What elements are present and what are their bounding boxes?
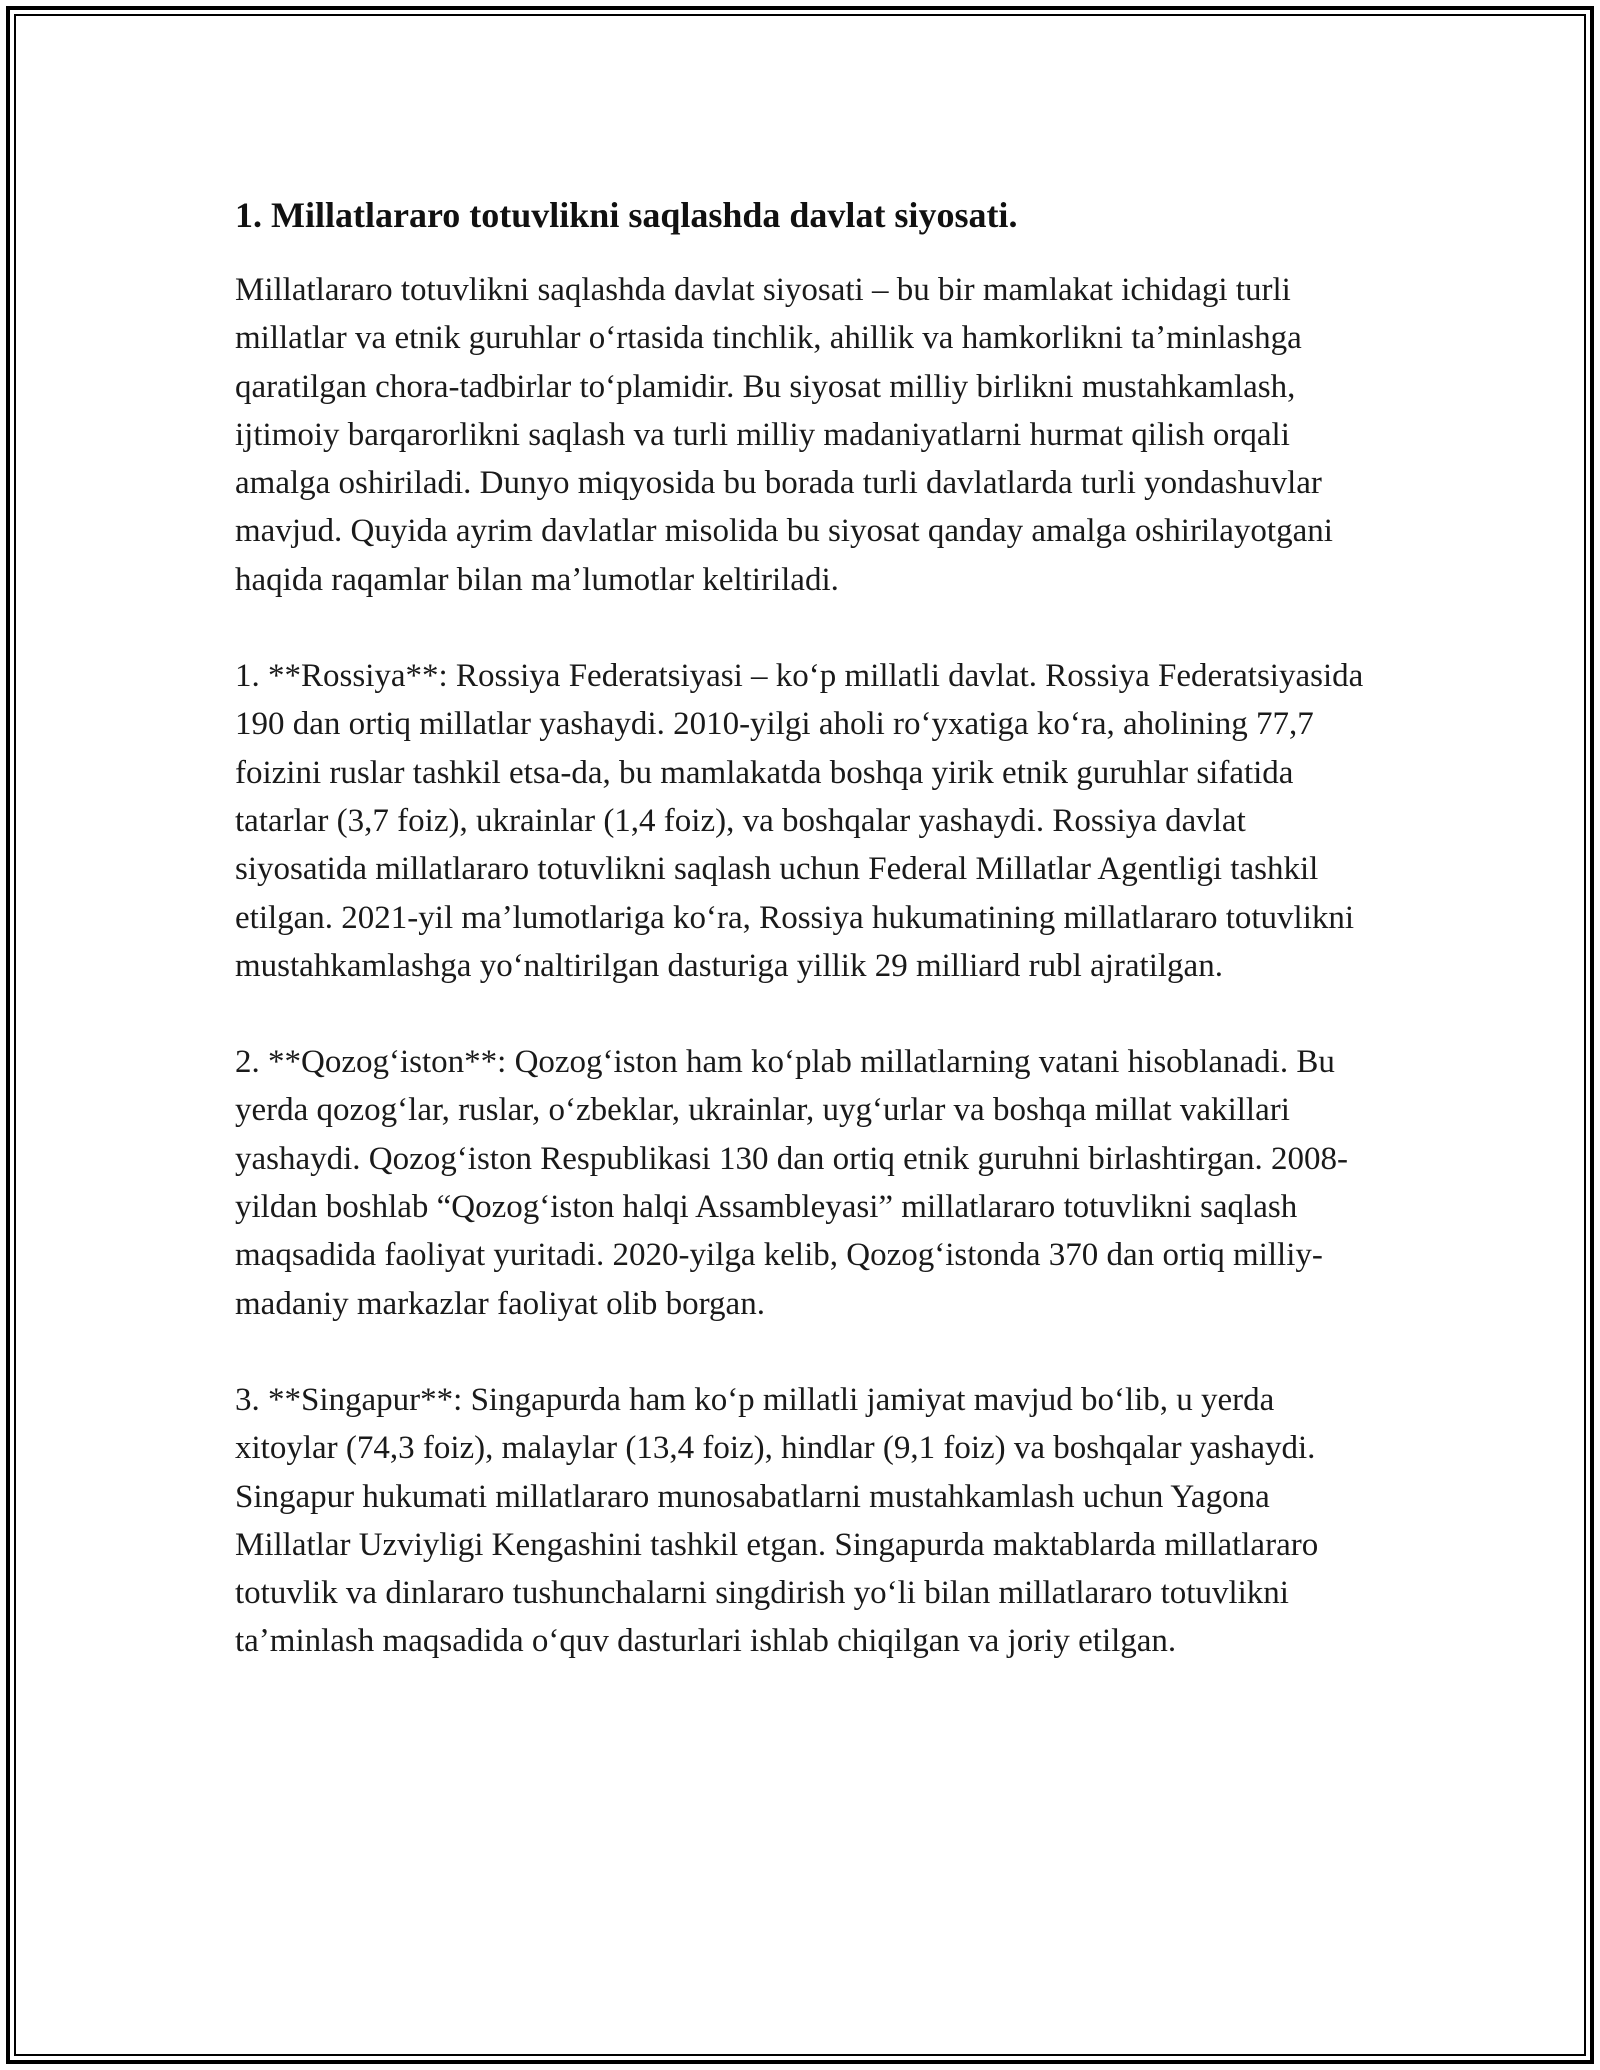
section-heading: 1. Millatlararo totuvlikni saqlashda davlat siyosati.: [235, 195, 1018, 235]
paragraph-kazakhstan: 2. **Qozogʻiston**: Qozogʻiston ham koʻplab millatlarning vatani hisoblanadi. Bu yerda qozogʻlar, ruslar, oʻzbeklar, ukrainlar, uygʻurlar va boshqa millat vakillari yashaydi. Qozogʻiston Respublikasi 130 dan ortiq etnik guruhni birlashtirgan. 2008-yildan boshlab “Qozogʻiston halqi Assambleyasi” millatlararo totuvlikni saqlash maqsadida faoliyat yuritadi. 2020-yilga kelib, Qozogʻistonda 370 dan ortiq milliy-madaniy markazlar faoliyat olib borgan.: [235, 1044, 1348, 1322]
paragraph-russia: 1. **Rossiya**: Rossiya Federatsiyasi – koʻp millatli davlat. Rossiya Federatsiyasida 190 dan ortiq millatlar yashaydi. 2010-yilgi aholi roʻyxatiga koʻra, aholining 77,7 foizini ruslar tashkil etsa-da, bu mamlakatda boshqa yirik etnik guruhlar sifatida tatarlar (3,7 foiz), ukrainlar (1,4 foiz), va boshqalar yashaydi. Rossiya davlat siyosatida millatlararo totuvlikni saqlash uchun Federal Millatlar Agentligi tashkil etilgan. 2021-yil maʼlumotlariga koʻra, Rossiya hukumatining millatlararo totuvlikni mustahkamlashga yoʻnaltirilgan dasturiga yillik 29 milliard rubl ajratilgan.: [235, 658, 1364, 984]
document-body: [235, 190, 1370, 1714]
paragraph-singapore: 3. **Singapur**: Singapurda ham koʻp millatli jamiyat mavjud boʻlib, u yerda xitoylar (74,3 foiz), malaylar (13,4 foiz), hindlar (9,1 foiz) va boshqalar yashaydi. Singapur hukumati millatlararo munosabatlarni mustahkamlash uchun Yagona Millatlar Uzviyligi Kengashini tashkil etgan. Singapurda maktablarda millatlararo totuvlik va dinlararo tushunchalarni singdirish yoʻli bilan millatlararo totuvlikni taʼminlash maqsadida oʻquv dasturlari ishlab chiqilgan va joriy etilgan.: [235, 1381, 1319, 1660]
intro-paragraph: Millatlararo totuvlikni saqlashda davlat siyosati – bu bir mamlakat ichidagi turli millatlar va etnik guruhlar oʻrtasida tinchlik, ahillik va hamkorlikni taʼminlashga qaratilgan chora-tadbirlar toʻplamidir. Bu siyosat milliy birlikni mustahkamlash, ijtimoiy barqarorlikni saqlash va turli milliy madaniyatlarni hurmat qilish orqali amalga oshiriladi. Dunyo miqyosida bu borada turli davlatlarda turli yondashuvlar mavjud. Quyida ayrim davlatlar misolida bu siyosat qanday amalga oshirilayotgani haqida raqamlar bilan maʼlumotlar keltiriladi.: [235, 272, 1333, 598]
